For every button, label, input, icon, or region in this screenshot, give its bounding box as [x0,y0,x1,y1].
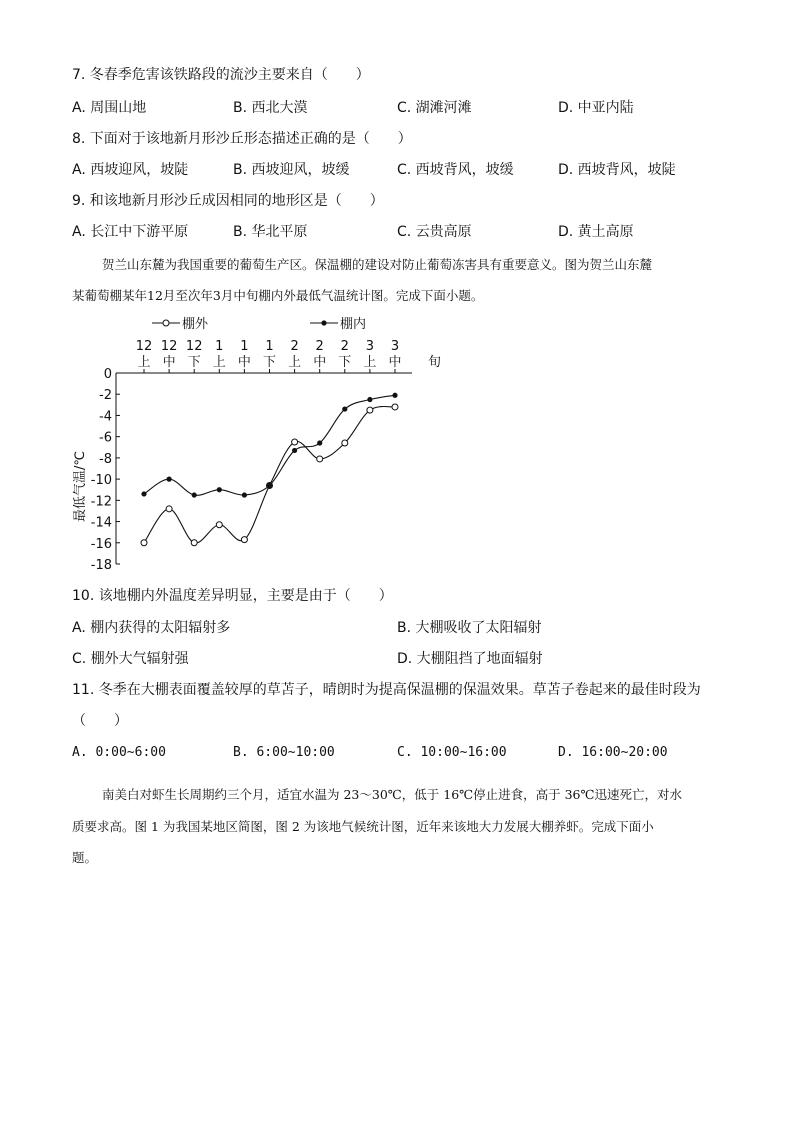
data-point-filled [242,492,247,497]
data-point-open [292,439,298,445]
q8-option-d[interactable]: D. 西坡背风，坡陡 [558,162,676,178]
x-category-period: 下 [262,355,277,370]
data-point-open [367,407,373,413]
x-category-period: 上 [137,355,151,370]
x-category-month: 2 [315,339,324,354]
y-tick-label: -12 [90,494,112,510]
chart-legend [152,316,366,332]
y-tick-label: -16 [90,536,112,552]
x-category-month: 2 [290,339,299,354]
x-category-period: 下 [187,355,201,370]
x-category-month: 1 [215,339,224,354]
q9-option-d[interactable]: D. 黄土高原 [558,224,634,240]
y-tick-label: -6 [99,430,112,446]
question-7-stem: 7. 冬春季危害该铁路段的流沙主要来自（ ） [72,67,370,83]
q10-option-b[interactable]: B. 大棚吸收了太阳辐射 [397,620,542,636]
question-11-stem-continued: （ ） [72,713,128,729]
data-point-open [191,540,197,546]
q8-option-a[interactable]: A. 西坡迎风，坡陡 [72,162,189,178]
data-point-filled [367,397,372,402]
q10-option-d[interactable]: D. 大棚阻挡了地面辐射 [397,651,543,667]
data-point-open [141,540,147,546]
series-line [144,406,395,543]
y-tick-label: 0 [103,367,112,382]
q7-option-c[interactable]: C. 湖滩河滩 [397,100,472,116]
q9-option-b[interactable]: B. 华北平原 [233,224,308,240]
q10-option-a[interactable]: A. 棚内获得的太阳辐射多 [72,620,231,636]
question-9-stem: 9. 和该地新月形沙丘成因相同的地形区是（ ） [72,193,384,209]
intro-paragraph-2-line-2: 质要求高。图 1 为我国某地区简图，图 2 为该地气候统计图，近年来该地大力发展大棚养虾。完成下面小 [72,819,654,834]
y-axis-label: 最低气温/℃ [73,451,88,522]
question-8-stem: 8. 下面对于该地新月形沙丘形态描述正确的是（ ） [72,131,412,147]
x-category-period: 下 [338,355,352,370]
y-tick-label: -10 [90,473,112,489]
q8-option-c[interactable]: C. 西坡背风，坡缓 [397,162,514,178]
y-tick-label: -18 [90,558,112,573]
q9-option-c[interactable]: C. 云贵高原 [397,224,472,240]
q11-option-a[interactable]: A. 0:00~6:00 [72,745,166,760]
intro-paragraph-2-line-1: 南美白对虾生长周期约三个月，适宜水温为 23～30℃，低于 16℃停止进食，高于 36℃迅速死亡，对水 [102,787,682,802]
q10-option-c[interactable]: C. 棚外大气辐射强 [72,651,189,667]
question-10-stem: 10. 该地棚内外温度差异明显，主要是由于（ ） [72,588,393,604]
intro-paragraph-1-line-2: 某葡萄棚某年12月至次年3月中旬棚内外最低气温统计图。完成下面小题。 [72,288,484,303]
chart-series [141,393,398,546]
x-category-labels [136,339,402,373]
series-outside [141,404,398,546]
y-tick-label: -8 [99,451,112,467]
legend-marker-filled [321,320,326,325]
data-point-filled [292,448,297,453]
x-category-period: 中 [237,355,251,370]
data-point-open [241,537,247,543]
data-point-filled [217,487,222,492]
x-category-period: 中 [313,355,327,370]
x-category-month: 12 [135,339,153,354]
x-category-month: 1 [240,339,249,354]
data-point-filled [192,492,197,497]
data-point-open [342,440,348,446]
x-category-month: 12 [160,339,178,354]
legend-label: 棚内 [340,317,367,332]
legend-marker-open [163,320,169,326]
series-line [144,395,395,495]
q7-option-b[interactable]: B. 西北大漠 [233,100,308,116]
x-category-period: 上 [212,355,226,370]
x-category-period: 中 [162,355,176,370]
intro-paragraph-1-line-1: 贺兰山东麓为我国重要的葡萄生产区。保温棚的建设对防止葡萄冻害具有重要意义。图为贺兰山东麓 [102,257,653,272]
question-11-stem: 11. 冬季在大棚表面覆盖较厚的草苫子，晴朗时为提高保温棚的保温效果。草苫子卷起来的最佳时段为 [72,682,701,698]
x-category-month: 1 [265,339,274,354]
data-point-open [317,456,323,462]
temperature-line-chart [60,310,460,575]
data-point-open [166,506,172,512]
series-inside [141,393,397,498]
x-category-month: 2 [340,339,349,354]
x-category-month: 3 [390,339,400,354]
q7-option-a[interactable]: A. 周围山地 [72,100,147,116]
q7-option-d[interactable]: D. 中亚内陆 [558,100,634,116]
y-tick-label: -14 [90,515,112,531]
intro-paragraph-2-line-3: 题。 [72,850,98,865]
x-category-period: 中 [388,355,402,370]
data-point-filled [167,477,172,482]
data-point-filled [141,491,146,496]
q11-option-b[interactable]: B. 6:00~10:00 [233,745,335,760]
x-unit-label: 旬 [428,355,442,370]
q9-option-a[interactable]: A. 长江中下游平原 [72,224,189,240]
legend-label: 棚外 [182,317,209,332]
q11-option-c[interactable]: C. 10:00~16:00 [397,745,507,760]
data-point-open [392,404,398,410]
data-point-filled [317,440,322,445]
q11-option-d[interactable]: D. 16:00~20:00 [558,745,668,760]
y-tick-label: -2 [99,388,112,404]
x-category-period: 上 [288,355,302,370]
y-tick-label: -4 [99,409,112,425]
x-category-month: 12 [185,339,203,354]
data-point-open [216,522,222,528]
x-category-month: 3 [365,339,375,354]
data-point-filled [392,393,397,398]
data-point-filled [267,483,272,488]
q8-option-b[interactable]: B. 西坡迎风，坡缓 [233,162,350,178]
x-category-period: 上 [363,355,377,370]
data-point-filled [342,406,347,411]
